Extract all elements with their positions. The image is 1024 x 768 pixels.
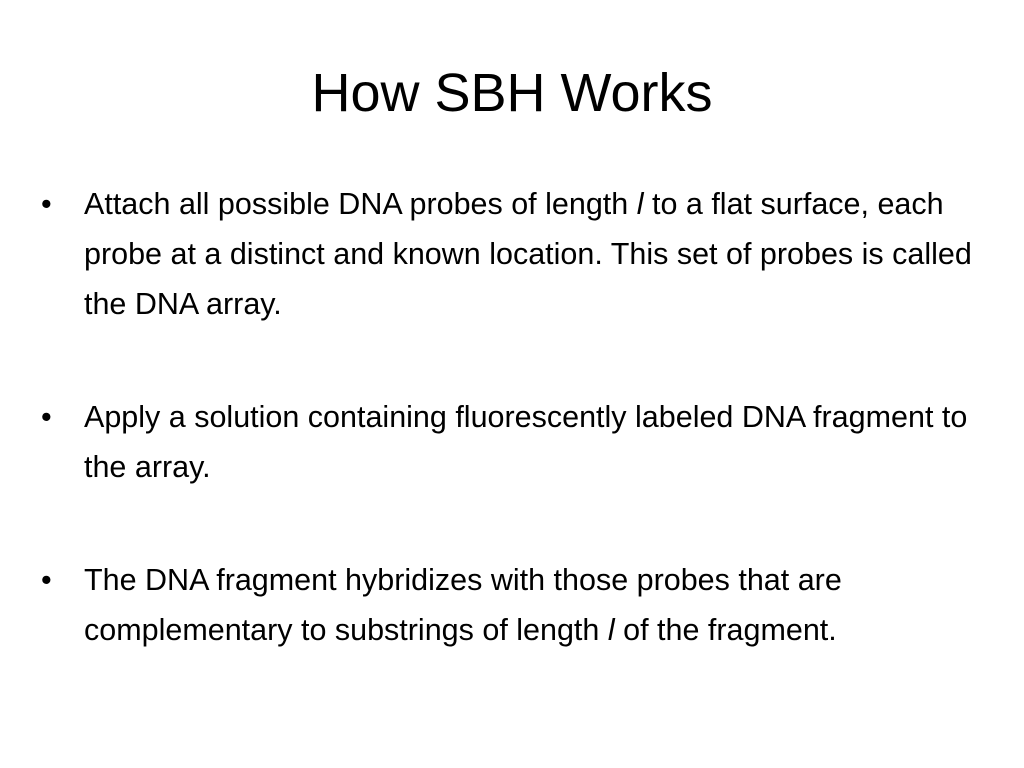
text-segment: to a flat surface, each probe at a distinct and known location. This set of probes is called the DNA array. <box>84 187 972 321</box>
bullet-text <box>84 392 981 492</box>
bullet-text <box>84 555 981 655</box>
bullet-item <box>41 179 981 329</box>
bullet-dot: • <box>41 400 52 434</box>
text-segment: The DNA fragment hybridizes with those probes that are complementary to substrings of length <box>84 563 842 647</box>
length-variable: l <box>607 613 615 647</box>
text-segment: Apply a solution containing fluorescently labeled DNA fragment to the array. <box>84 400 968 484</box>
bullet-text <box>84 179 981 329</box>
slide-title: How SBH Works <box>311 63 713 123</box>
length-variable: l <box>636 187 644 221</box>
text-segment: Attach all possible DNA probes of length <box>84 187 637 221</box>
bullet-list <box>41 179 981 655</box>
text-segment: of the fragment. <box>614 613 837 647</box>
bullet-item <box>41 392 981 492</box>
bullet-dot: • <box>41 187 52 221</box>
bullet-item <box>41 555 981 655</box>
bullet-dot: • <box>41 563 52 597</box>
